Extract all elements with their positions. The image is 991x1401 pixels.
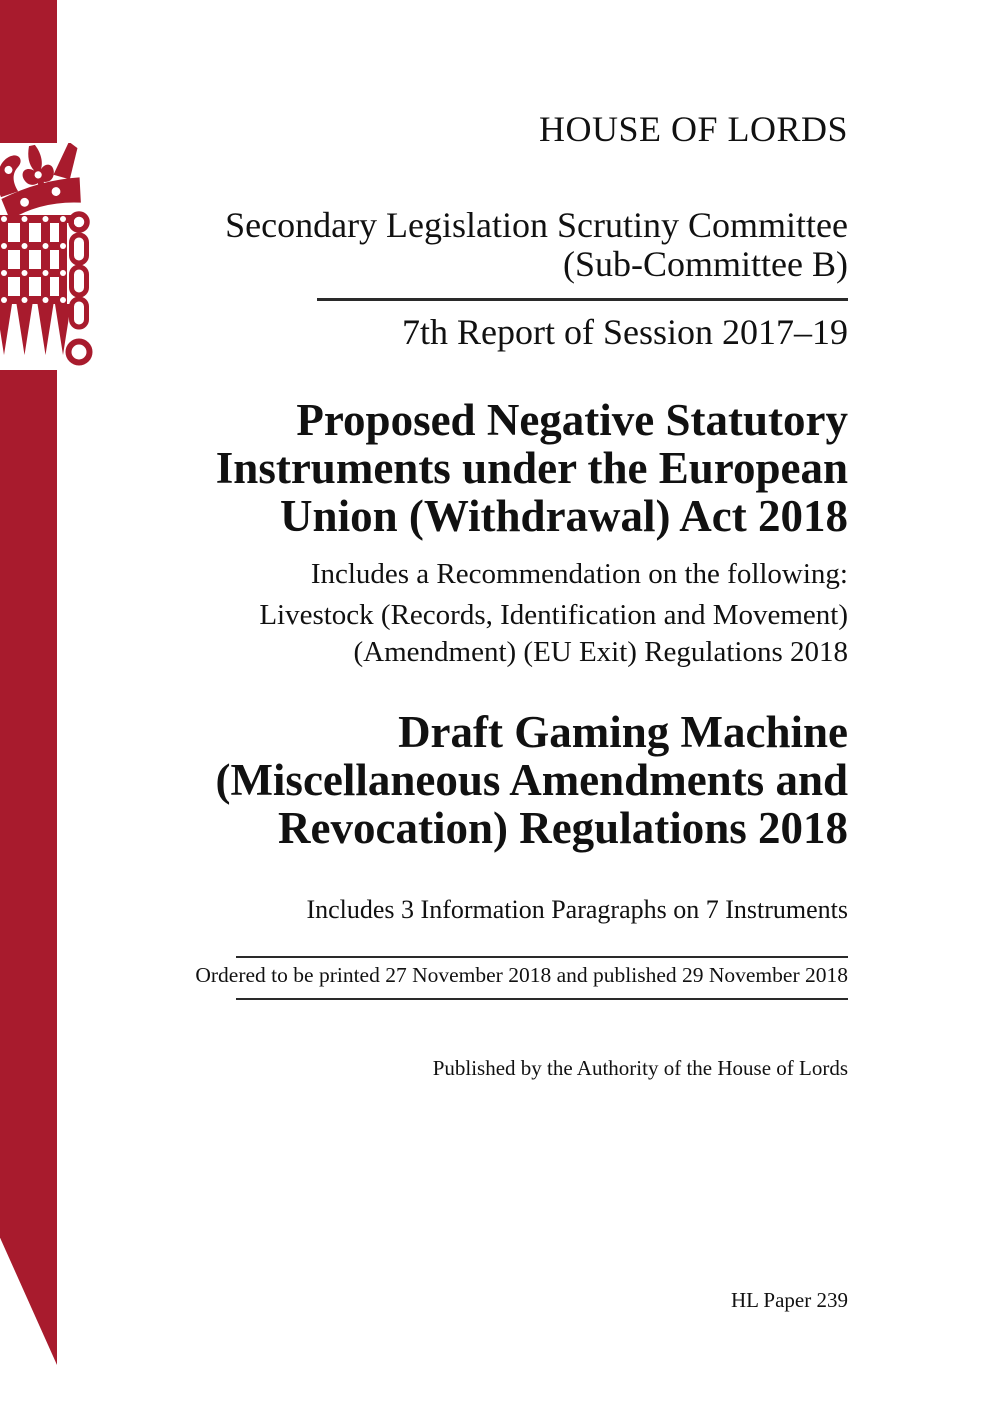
committee-line-2: (Sub-Committee B)	[563, 244, 848, 284]
recommendation-note: Includes a Recommendation on the following:	[310, 558, 848, 590]
primary-title-line-2: Instruments under the European	[215, 443, 848, 493]
instrument-line-1: Livestock (Records, Identification and Movement)	[259, 599, 848, 631]
crown-icon	[0, 143, 89, 221]
published-authority-line: Published by the Authority of the House of Lords	[432, 1056, 848, 1080]
recommended-instrument	[259, 597, 848, 671]
secondary-report-title	[215, 708, 848, 852]
secondary-title-line-3: Revocation) Regulations 2018	[278, 803, 848, 853]
divider-ordered-top	[236, 956, 848, 958]
chain-icon	[69, 214, 90, 363]
committee-line-1: Secondary Legislation Scrutiny Committee	[225, 205, 848, 245]
primary-title-line-1: Proposed Negative Statutory	[296, 395, 848, 445]
divider-committee	[317, 298, 848, 301]
information-paragraphs-note: Includes 3 Information Paragraphs on 7 Instruments	[306, 895, 848, 924]
primary-report-title	[216, 396, 848, 540]
ordered-printed-line: Ordered to be printed 27 November 2018 and published 29 November 2018	[195, 963, 848, 987]
divider-ordered-bottom	[236, 998, 848, 1000]
house-title: HOUSE OF LORDS	[538, 109, 848, 149]
report-session-line: 7th Report of Session 2017–19	[402, 312, 848, 352]
red-stripe-top	[0, 0, 57, 143]
red-stripe-tail	[0, 370, 57, 1365]
instrument-line-2: (Amendment) (EU Exit) Regulations 2018	[353, 636, 848, 668]
secondary-title-line-2: (Miscellaneous Amendments and	[215, 755, 848, 805]
portcullis-icon	[0, 215, 74, 355]
hl-paper-number: HL Paper 239	[730, 1288, 848, 1312]
primary-title-line-3: Union (Withdrawal) Act 2018	[280, 491, 848, 541]
secondary-title-line-1: Draft Gaming Machine	[398, 707, 848, 757]
committee-name	[225, 206, 848, 284]
house-of-lords-emblem	[0, 143, 97, 372]
